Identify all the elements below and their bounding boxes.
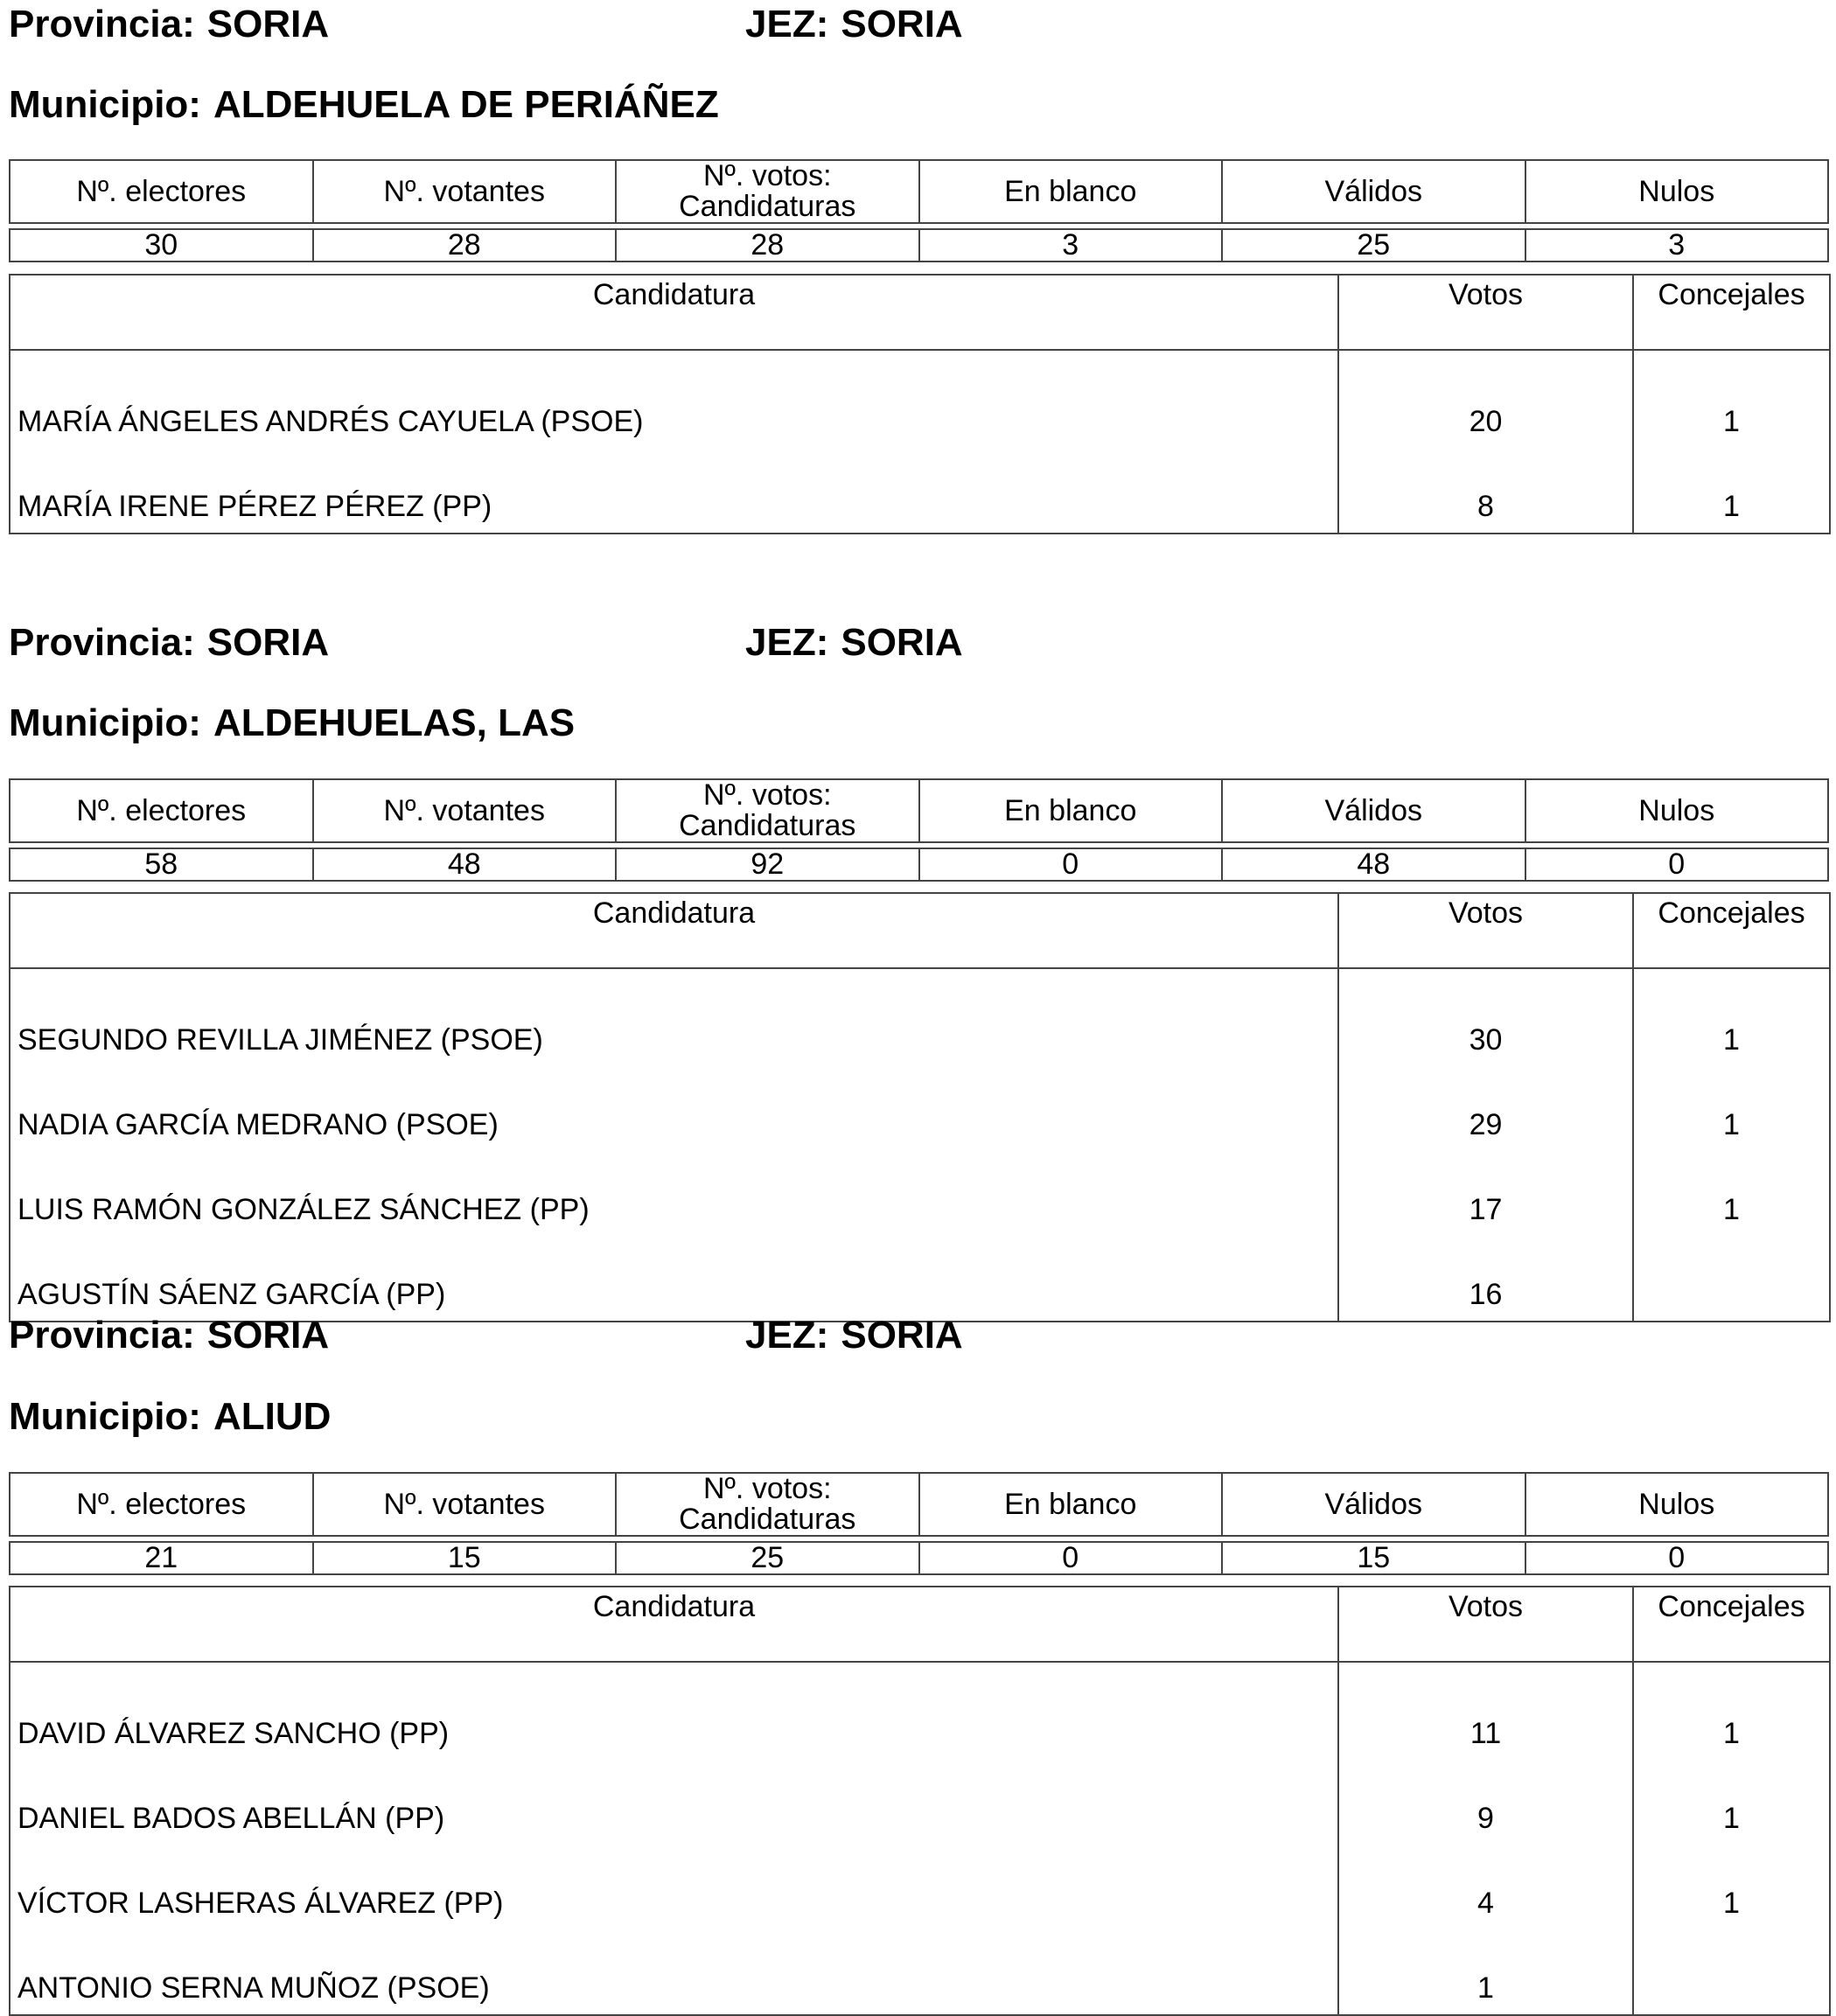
stats-votantes: 48 [313, 848, 617, 881]
stats-header-nulos: Nulos [1525, 160, 1829, 223]
jez-label: JEZ: [745, 3, 829, 45]
candidate-name: ANTONIO SERNA MUÑOZ (PSOE) [10, 1929, 1338, 2015]
provincia-value: SORIA [206, 1314, 330, 1357]
candidate-concejales [1633, 1236, 1830, 1322]
municipio-label: Municipio: [9, 701, 201, 744]
municipio-label: Municipio: [9, 1395, 201, 1438]
candidate-concejales: 1 [1723, 1887, 1740, 1920]
candidate-votos: 20 [1338, 350, 1633, 448]
jez-heading [745, 621, 963, 664]
stats-votos-candidaturas: 25 [616, 1542, 919, 1574]
municipio-heading [9, 701, 576, 744]
stats-validos: 25 [1222, 229, 1525, 262]
stats-votantes: 15 [313, 1542, 617, 1574]
candidate-votos: 29 [1338, 1066, 1633, 1151]
provincia-label: Provincia: [9, 3, 195, 45]
candidate-name: LUIS RAMÓN GONZÁLEZ SÁNCHEZ (PP) [10, 1151, 1338, 1236]
stats-en-blanco: 0 [919, 1542, 1223, 1574]
candidates-header-row [10, 275, 1830, 350]
candidate-name: SEGUNDO REVILLA JIMÉNEZ (PSOE) [10, 968, 1338, 1066]
candidate-concejales [1633, 1929, 1830, 2015]
votos-header: Votos [1338, 275, 1633, 350]
stats-value-row [10, 1542, 1828, 1574]
provincia-value: SORIA [206, 3, 330, 45]
jez-heading [745, 5, 963, 44]
stats-nulos: 0 [1525, 1542, 1829, 1574]
candidate-votos: 8 [1338, 448, 1633, 534]
municipio-value: ALIUD [213, 1395, 332, 1438]
stats-header-votantes: Nº. votantes [313, 160, 617, 223]
candidate-votos: 9 [1338, 1760, 1633, 1845]
candidate-concejales: 1 [1723, 1108, 1740, 1141]
candidate-concejales: 1 [1723, 405, 1740, 438]
jez-value: SORIA [841, 3, 963, 45]
stats-header-validos: Válidos [1222, 1473, 1525, 1536]
candidatura-header: Candidatura [10, 275, 1338, 350]
stats-header-electores: Nº. electores [10, 779, 313, 842]
jez-heading [745, 1316, 963, 1355]
stats-header-votos-candidaturas: Nº. votos: Candidaturas [616, 160, 919, 223]
stats-header-votos-candidaturas: Nº. votos: Candidaturas [616, 1473, 919, 1536]
jez-label: JEZ: [745, 621, 829, 664]
stats-electores: 58 [10, 848, 313, 881]
stats-electores: 21 [10, 1542, 313, 1574]
candidate-votos: 11 [1338, 1662, 1633, 1760]
provincia-value: SORIA [206, 621, 330, 664]
candidate-votos: 30 [1338, 968, 1633, 1066]
stats-header-electores: Nº. electores [10, 1473, 313, 1536]
candidate-concejales: 1 [1723, 1802, 1740, 1835]
stats-electores: 30 [10, 229, 313, 262]
stats-header-row [10, 160, 1828, 223]
candidate-name: DAVID ÁLVAREZ SANCHO (PP) [10, 1662, 1338, 1760]
candidate-name: AGUSTÍN SÁENZ GARCÍA (PP) [10, 1236, 1338, 1322]
candidates-header-row [10, 1587, 1830, 1662]
votos-header: Votos [1338, 1587, 1633, 1662]
stats-value-row [10, 848, 1828, 881]
candidate-votos: 4 [1338, 1845, 1633, 1929]
stats-nulos: 0 [1525, 848, 1829, 881]
stats-validos: 15 [1222, 1542, 1525, 1574]
jez-value: SORIA [841, 1314, 963, 1357]
candidate-row [10, 1236, 1830, 1322]
candidate-votos: 16 [1338, 1236, 1633, 1322]
stats-table [9, 159, 1829, 262]
stats-en-blanco: 0 [919, 848, 1223, 881]
candidate-name: NADIA GARCÍA MEDRANO (PSOE) [10, 1066, 1338, 1151]
candidate-concejales: 1 [1723, 1193, 1740, 1226]
candidate-row [10, 1066, 1830, 1151]
candidate-row [10, 1929, 1830, 2015]
candidate-row [10, 1662, 1830, 1760]
stats-header-nulos: Nulos [1525, 779, 1829, 842]
candidate-row [10, 448, 1830, 534]
jez-label: JEZ: [745, 1314, 829, 1357]
stats-header-votantes: Nº. votantes [313, 1473, 617, 1536]
stats-header-en-blanco: En blanco [919, 1473, 1223, 1536]
candidate-name: MARÍA IRENE PÉREZ PÉREZ (PP) [10, 448, 1338, 534]
candidate-row [10, 1760, 1830, 1845]
stats-header-row [10, 1473, 1828, 1536]
candidate-votos: 1 [1338, 1929, 1633, 2015]
candidate-row [10, 350, 1830, 448]
candidate-concejales: 1 [1723, 1717, 1740, 1750]
candidate-votos: 17 [1338, 1151, 1633, 1236]
stats-value-row [10, 229, 1828, 262]
votos-header: Votos [1338, 893, 1633, 968]
stats-validos: 48 [1222, 848, 1525, 881]
municipio-value: ALDEHUELAS, LAS [213, 701, 576, 744]
stats-nulos: 3 [1525, 229, 1829, 262]
candidates-table [9, 1586, 1831, 2016]
candidate-row [10, 1845, 1830, 1929]
municipio-label: Municipio: [9, 83, 201, 126]
municipio-heading [9, 83, 719, 126]
candidate-concejales: 1 [1723, 1023, 1740, 1057]
jez-value: SORIA [841, 621, 963, 664]
municipio-heading [9, 1395, 332, 1438]
candidate-concejales: 1 [1723, 490, 1740, 523]
stats-votos-candidaturas: 28 [616, 229, 919, 262]
provincia-label: Provincia: [9, 1314, 195, 1357]
candidates-table [9, 892, 1831, 1322]
provincia-label: Provincia: [9, 621, 195, 664]
candidate-row [10, 1151, 1830, 1236]
stats-header-validos: Válidos [1222, 779, 1525, 842]
concejales-header: Concejales [1633, 893, 1830, 968]
municipio-value: ALDEHUELA DE PERIÁÑEZ [213, 83, 719, 126]
candidate-name: MARÍA ÁNGELES ANDRÉS CAYUELA (PSOE) [10, 350, 1338, 448]
stats-header-votantes: Nº. votantes [313, 779, 617, 842]
stats-header-validos: Válidos [1222, 160, 1525, 223]
provincia-heading [9, 621, 330, 664]
candidate-row [10, 968, 1830, 1066]
stats-header-votos-candidaturas: Nº. votos: Candidaturas [616, 779, 919, 842]
stats-header-en-blanco: En blanco [919, 779, 1223, 842]
provincia-heading [9, 5, 329, 44]
concejales-header: Concejales [1633, 275, 1830, 350]
candidatura-header: Candidatura [10, 1587, 1338, 1662]
candidates-table [9, 274, 1831, 534]
stats-header-electores: Nº. electores [10, 160, 313, 223]
stats-votos-candidaturas: 92 [616, 848, 919, 881]
stats-table [9, 1472, 1829, 1575]
stats-header-row [10, 779, 1828, 842]
concejales-header: Concejales [1633, 1587, 1830, 1662]
stats-header-en-blanco: En blanco [919, 160, 1223, 223]
candidate-name: DANIEL BADOS ABELLÁN (PP) [10, 1760, 1338, 1845]
candidate-name: VÍCTOR LASHERAS ÁLVAREZ (PP) [10, 1845, 1338, 1929]
stats-en-blanco: 3 [919, 229, 1223, 262]
stats-header-nulos: Nulos [1525, 1473, 1829, 1536]
stats-table [9, 778, 1829, 882]
candidatura-header: Candidatura [10, 893, 1338, 968]
provincia-heading [9, 1316, 329, 1355]
candidates-header-row [10, 893, 1830, 968]
stats-votantes: 28 [313, 229, 617, 262]
